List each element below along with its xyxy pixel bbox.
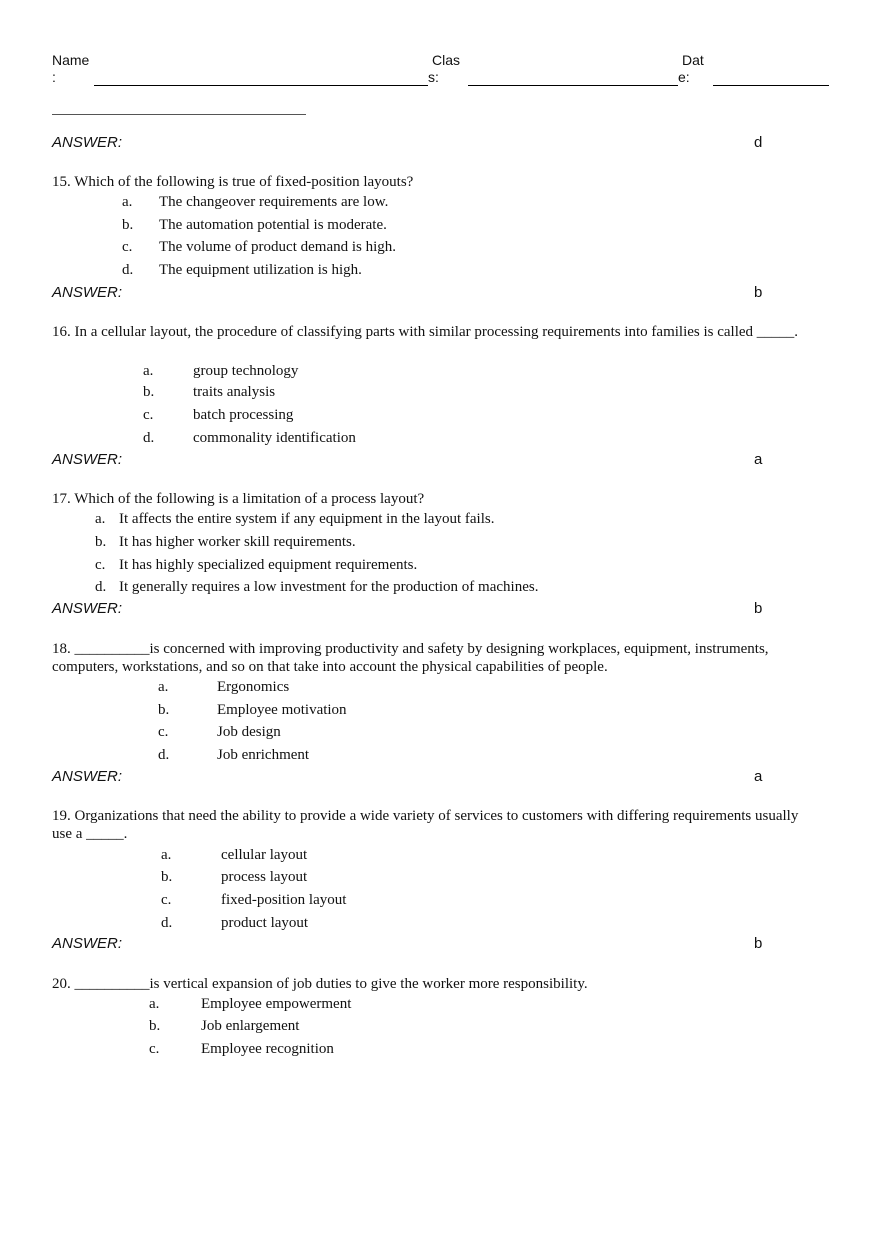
option-text: traits analysis [193,384,276,400]
option-letter: b. [161,869,173,885]
answer-value: a [754,768,763,785]
answer-value: b [754,284,763,301]
date-label-colon: e: [678,69,690,85]
answer-label: ANSWER: [52,600,123,617]
answer-value: d [754,134,763,151]
option-letter: c. [122,239,133,255]
option-letter: b. [149,1018,161,1034]
option-letter: a. [161,847,172,863]
answer-label: ANSWER: [52,935,123,952]
option-letter: d. [122,262,134,278]
name-label-colon: : [52,69,56,85]
name-field[interactable] [94,85,428,86]
option-letter: d. [161,915,173,931]
option-letter: c. [158,724,169,740]
class-label-colon: s: [428,69,439,85]
option-text: It has higher worker skill requirements. [119,534,356,550]
option-letter: c. [149,1041,160,1057]
question-text: 20. __________is vertical expansion of job duties to give the worker more responsibility. [52,976,588,992]
option-text: It affects the entire system if any equipment in the layout fails. [119,511,495,527]
option-text: Job design [217,724,281,740]
option-letter: d. [143,430,155,446]
option-text: product layout [221,915,309,931]
question-text: 16. In a cellular layout, the procedure of classifying parts with similar processing requirements into families is called _____. [52,324,799,340]
option-text: batch processing [193,407,294,423]
date-label: Dat [682,52,704,68]
option-text: The automation potential is moderate. [159,217,387,233]
question-text: 19. Organizations that need the ability to provide a wide variety of services to customers with differing requirements usually use a _____. [52,808,799,842]
answer-label: ANSWER: [52,134,123,151]
option-letter: b. [158,702,170,718]
option-text: group technology [193,363,299,379]
answer-value: b [754,600,763,617]
date-field[interactable] [713,85,829,86]
answer-value: b [754,935,763,952]
option-text: cellular layout [221,847,308,863]
option-text: Ergonomics [217,679,290,695]
option-text: fixed-position layout [221,892,347,908]
option-letter: a. [95,511,106,527]
class-label: Clas [432,52,461,68]
option-text: Employee recognition [201,1041,334,1057]
question-text: 17. Which of the following is a limitation of a process layout? [52,491,425,507]
option-letter: c. [143,407,154,423]
answer-label: ANSWER: [52,768,123,785]
option-letter: a. [143,363,154,379]
option-text: Employee empowerment [201,996,352,1012]
answer-label: ANSWER: [52,284,123,301]
question-text: 15. Which of the following is true of fixed-position layouts? [52,174,414,190]
answer-value: a [754,451,763,468]
option-letter: c. [95,557,106,573]
option-text: Employee motivation [217,702,347,718]
option-letter: d. [158,747,170,763]
option-letter: d. [95,579,107,595]
option-letter: b. [143,384,155,400]
name-label: Name [52,52,90,68]
class-field[interactable] [468,85,678,86]
option-letter: c. [161,892,172,908]
option-text: The equipment utilization is high. [159,262,362,278]
option-letter: b. [95,534,107,550]
option-letter: a. [158,679,169,695]
question-text: 18. __________is concerned with improving productivity and safety by designing workplaces, equipment, instruments, computers, workstations, and so on that take into account the physical capabilities of people. [52,641,769,675]
option-letter: a. [149,996,160,1012]
option-text: process layout [221,869,308,885]
option-text: It has highly specialized equipment requirements. [119,557,418,573]
option-text: The volume of product demand is high. [159,239,397,255]
option-text: It generally requires a low investment for the production of machines. [119,579,539,595]
option-text: Job enlargement [201,1018,300,1034]
option-text: Job enrichment [217,747,310,763]
header-divider [52,114,306,115]
option-text: The changeover requirements are low. [159,194,389,210]
option-text: commonality identification [193,430,356,446]
option-letter: b. [122,217,134,233]
answer-label: ANSWER: [52,451,123,468]
option-letter: a. [122,194,133,210]
